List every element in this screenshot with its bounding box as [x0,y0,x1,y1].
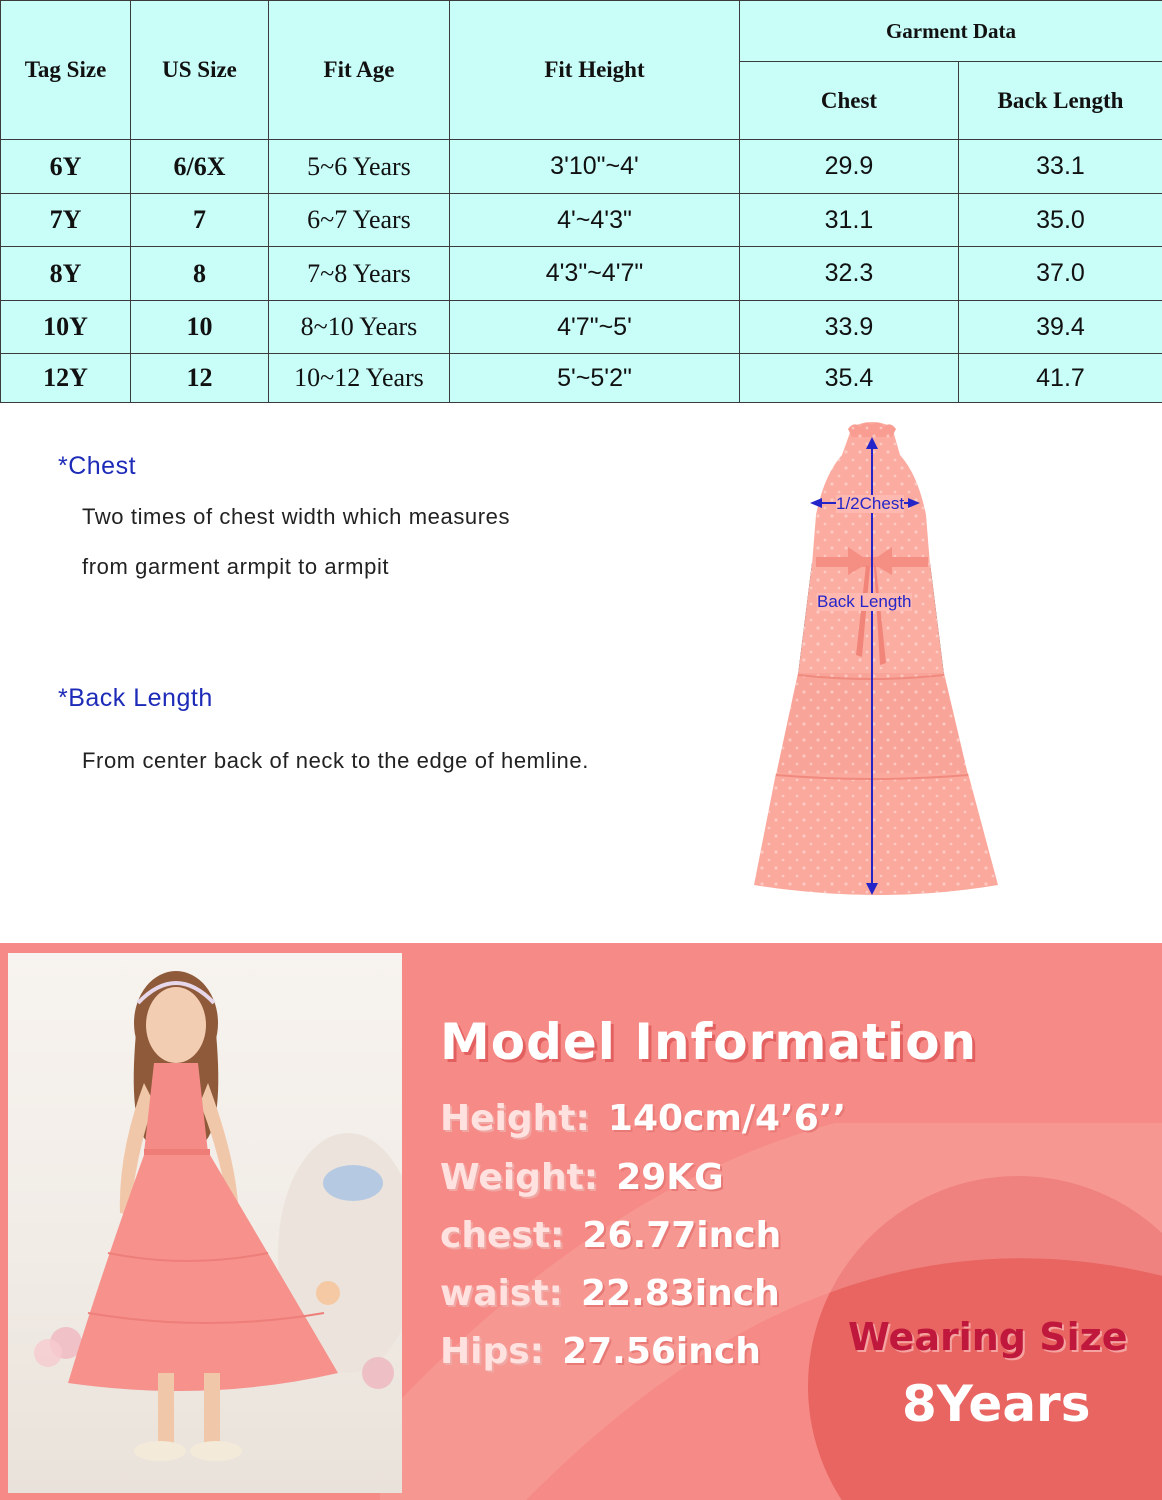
weight-key: Weight: [440,1157,599,1198]
cell-us: 6/6X [131,140,269,194]
cell-height: 4'~4'3" [450,194,740,247]
chest-note-line1: Two times of chest width which measures [82,504,511,529]
header-fit-age: Fit Age [269,1,450,140]
cell-chest: 35.4 [740,354,959,403]
cell-chest: 31.1 [740,194,959,247]
table-row [1,247,1162,301]
weight-value: 29KG [616,1157,724,1198]
model-photo-illustration [8,953,402,1493]
hips-key: Hips: [440,1331,545,1372]
table-row [1,301,1162,354]
model-waist-row [440,1273,780,1314]
header-chest: Chest [740,62,959,140]
cell-back: 41.7 [959,354,1162,403]
model-info-section [0,943,1162,1500]
back-length-note-title: *Back Length [58,684,213,712]
chest-key: chest: [440,1215,565,1256]
cell-height: 4'3"~4'7" [450,247,740,301]
waist-key: waist: [440,1273,563,1314]
cell-us: 8 [131,247,269,301]
wearing-size-label: Wearing Size [848,1315,1128,1359]
model-info-title: Model Information [440,1013,978,1071]
dress-illustration [730,415,1030,915]
header-fit-height: Fit Height [450,1,740,140]
header-tag-size: Tag Size [1,1,131,140]
cell-age: 6~7 Years [269,194,450,247]
hips-value: 27.56inch [562,1331,761,1372]
header-back-length: Back Length [959,62,1162,140]
waist-value: 22.83inch [580,1273,780,1314]
cell-tag: 7Y [1,194,131,247]
cell-back: 37.0 [959,247,1162,301]
cell-chest: 32.3 [740,247,959,301]
cell-us: 7 [131,194,269,247]
cell-us: 12 [131,354,269,403]
table-row [1,140,1162,194]
cell-height: 5'~5'2" [450,354,740,403]
cell-chest: 29.9 [740,140,959,194]
chest-note-line2: from garment armpit to armpit [82,554,390,579]
table-row [1,354,1162,403]
model-height-row [440,1098,846,1139]
chest-value: 26.77inch [582,1215,782,1256]
cell-age: 10~12 Years [269,354,450,403]
cell-age: 7~8 Years [269,247,450,301]
chest-note-title: *Chest [58,452,137,480]
size-chart-table [0,0,1162,403]
height-value: 140cm/4’6’’ [607,1098,847,1139]
header-garment-data: Garment Data [740,1,1162,62]
cell-back: 39.4 [959,301,1162,354]
cell-age: 8~10 Years [269,301,450,354]
table-row [1,194,1162,247]
cell-tag: 12Y [1,354,131,403]
back-length-note-text: From center back of neck to the edge of hemline. [82,748,589,773]
wearing-size-value: 8Years [902,1375,1091,1433]
model-photo [8,953,402,1493]
cell-chest: 33.9 [740,301,959,354]
height-key: Height: [440,1098,590,1139]
cell-tag: 10Y [1,301,131,354]
cell-us: 10 [131,301,269,354]
cell-height: 3'10"~4' [450,140,740,194]
cell-tag: 6Y [1,140,131,194]
dress-diagram [730,415,1030,915]
back-length-label: Back Length [817,592,912,611]
cell-height: 4'7"~5' [450,301,740,354]
cell-age: 5~6 Years [269,140,450,194]
model-chest-row [440,1215,781,1256]
model-hips-row [440,1331,761,1372]
half-chest-label: 1/2Chest [836,494,905,513]
header-us-size: US Size [131,1,269,140]
cell-back: 35.0 [959,194,1162,247]
model-weight-row [440,1157,724,1198]
cell-back: 33.1 [959,140,1162,194]
cell-tag: 8Y [1,247,131,301]
